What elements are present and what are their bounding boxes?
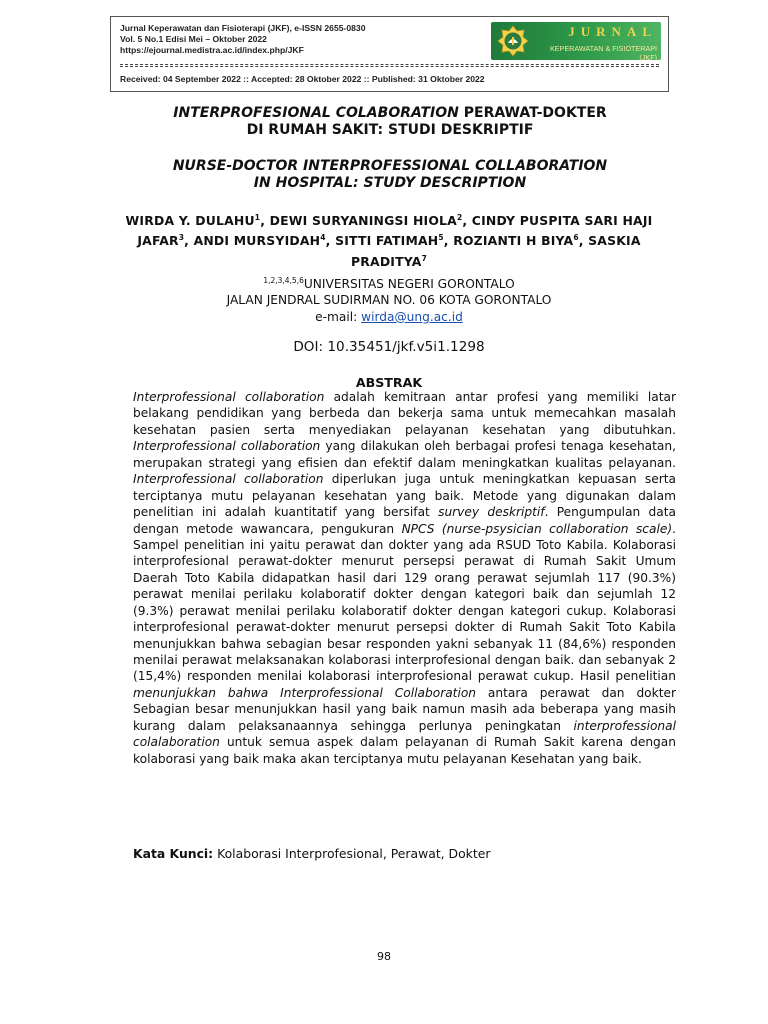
author-superscript: 2 xyxy=(456,213,463,222)
author-superscript: 3 xyxy=(178,233,185,243)
title-line-2: DI RUMAH SAKIT: STUDI DESKRIPTIF xyxy=(246,122,534,138)
affiliation-address: JALAN JENDRAL SUDIRMAN NO. 06 KOTA GORONTALO xyxy=(226,293,552,308)
journal-emblem-icon xyxy=(497,25,529,57)
title-italic-part: INTERPROFESIONAL COLABORATION xyxy=(173,105,459,121)
keywords-label: Kata Kunci: xyxy=(133,846,214,861)
author-separator: , xyxy=(443,233,454,249)
abstract-italic-term: NPCS (nurse-psysician collaboration scale) xyxy=(401,521,673,536)
title-en-line-1: NURSE-DOCTOR INTERPROFESSIONAL COLLABORATION xyxy=(172,158,608,174)
abstract-italic-term: Interprofessional collaboration xyxy=(133,472,324,487)
abstract-italic-term: Interprofessional collaboration xyxy=(133,439,321,454)
abstract-italic-term: interprofessional colalaboration xyxy=(133,718,676,750)
abstract-text: yang dilakukan oleh berbagai profesi tenaga kesehatan, merupakan strategi yang efisien dan efektif dalam meningkatkan kualitas pelayanan. xyxy=(133,439,676,470)
title-line-1-rest: PERAWAT-DOKTER xyxy=(458,105,607,121)
abstract-text: . Sampel penelitian ini yaitu perawat dan dokter yang ada RSUD Toto Kabila. Kolaborasi interprofesional perawat-dokter menurut persepsi perawat di Rumah Sakit Umum Daerah Toto Kabila didapatkan hasil dari 129 orang perawat sejumlah 117 (90.3%) perawat menilai perilaku kolaboratif dokter dengan kategori baik dan sejumlah 12 (9.3%) perawat menilai perilaku kolaboratif dokter dengan kategori cukup. Kolaborasi interprofesional perawat-dokter menurut persepsi dokter di Rumah Sakit Toto Kabila menunjukkan bahwa sebagian besar responden yakni sebanyak 11 (84,6%) responden menilai perawat melaksanakan kolaborasi interprofesional dengan baik. dan sebanyak 2 (15,4%) responden menilai kolaborasi interprofesional perawat cukup. Hasil penelitian xyxy=(133,521,676,684)
abstract-text: adalah kemitraan antar profesi yang memiliki latar belakang pendidikan yang berbeda dan bekerja sama untuk memecahkan masalah kesehatan pasien serta menyediakan pelayanan kesehatan yang dibutuhkan. xyxy=(133,390,676,437)
affiliation-superscript: 1,2,3,4,5,6 xyxy=(263,276,304,285)
received-dates: Received: 04 September 2022 :: Accepted: 28 Oktober 2022 :: Published: 31 Oktober 2022 xyxy=(120,74,485,84)
email-link[interactable]: wirda@ung.ac.id xyxy=(361,309,463,324)
author-name: CINDY PUSPITA SARI HAJI JAFAR xyxy=(137,213,653,249)
author-separator: , xyxy=(184,233,194,249)
author-name: SITTI FATIMAH xyxy=(335,233,439,249)
author-name: SASKIA PRADITYA xyxy=(351,233,641,269)
title-en-line-2: IN HOSPITAL: STUDY DESCRIPTION xyxy=(253,175,527,191)
author-name: ANDI MURSYIDAH xyxy=(193,233,321,249)
author-separator: , xyxy=(462,213,472,229)
abstract-heading: ABSTRAK xyxy=(355,375,423,390)
university-name: UNIVERSITAS NEGERI GORONTALO xyxy=(303,277,515,292)
affiliation-email xyxy=(110,309,668,325)
keywords-text: Kolaborasi Interprofesional, Perawat, Dokter xyxy=(213,846,491,861)
author-superscript: 1 xyxy=(254,213,261,222)
paper-title-indonesian xyxy=(90,105,690,139)
logo-word: JURNAL xyxy=(568,24,657,39)
email-label: e-mail: xyxy=(315,309,362,324)
abstract-italic-term: menunjukkan bahwa Interprofessional Collaboration xyxy=(133,685,477,700)
journal-url: https://ejournal.medistra.ac.id/index.php/JKF xyxy=(120,45,304,56)
abstract-italic-term: survey deskriptif xyxy=(438,505,545,520)
journal-info xyxy=(120,23,480,57)
author-separator: , xyxy=(578,233,589,249)
logo-subtitle: KEPERAWATAN & FISIOTERAPI (JKF) xyxy=(549,44,657,62)
abstract-text: antara perawat dan dokter Sebagian besar menunjukkan hasil yang baik namun masih ada beberapa yang masih kurang dalam pelaksanaannya sehingga perlunya peningkatan xyxy=(133,685,676,733)
affiliation-block xyxy=(110,273,668,325)
journal-header xyxy=(110,16,669,92)
journal-logo xyxy=(491,22,661,60)
author-superscript: 5 xyxy=(438,233,444,243)
abstract-text: untuk semua aspek dalam pelayanan di Rumah Sakit karena dengan kolaborasi yang baik maka akan terciptanya mutu pelayanan Kesehatan yang baik. xyxy=(133,735,676,766)
page-number: 98 xyxy=(377,950,391,963)
doi: DOI: 10.35451/jkf.v5i1.1298 xyxy=(293,339,485,355)
header-divider xyxy=(120,64,659,67)
author-name: ROZIANTI H BIYA xyxy=(453,233,574,249)
paper-title-english xyxy=(90,158,690,192)
author-separator: , xyxy=(260,213,270,229)
affiliation-university xyxy=(110,273,668,292)
author-superscript: 4 xyxy=(320,233,326,243)
keywords xyxy=(133,846,676,861)
author-superscript: 7 xyxy=(421,253,427,263)
abstract-text: . Pengumpulan data dengan metode wawancara, pengukuran xyxy=(133,505,676,536)
journal-volume: Vol. 5 No.1 Edisi Mei – Oktober 2022 xyxy=(120,34,267,45)
author-list xyxy=(110,209,668,270)
abstract-body xyxy=(133,389,676,767)
author-name: DEWI SURYANINGSI HIOLA xyxy=(269,213,457,229)
author-separator: , xyxy=(325,233,336,249)
abstract-text: diperlukan juga untuk meningkatkan kepuasan serta terciptanya mutu pelayanan kesehatan yang baik. Metode yang digunakan dalam penelitian ini adalah kuantitatif yang bersifat xyxy=(133,472,676,520)
abstract-italic-term: Interprofessional collaboration xyxy=(133,390,325,404)
title-line-1 xyxy=(90,105,690,122)
journal-name: Jurnal Keperawatan dan Fisioterapi (JKF), e-ISSN 2655-0830 xyxy=(120,23,366,33)
author-name: WIRDA Y. DULAHU xyxy=(125,213,255,229)
author-superscript: 6 xyxy=(573,233,579,243)
